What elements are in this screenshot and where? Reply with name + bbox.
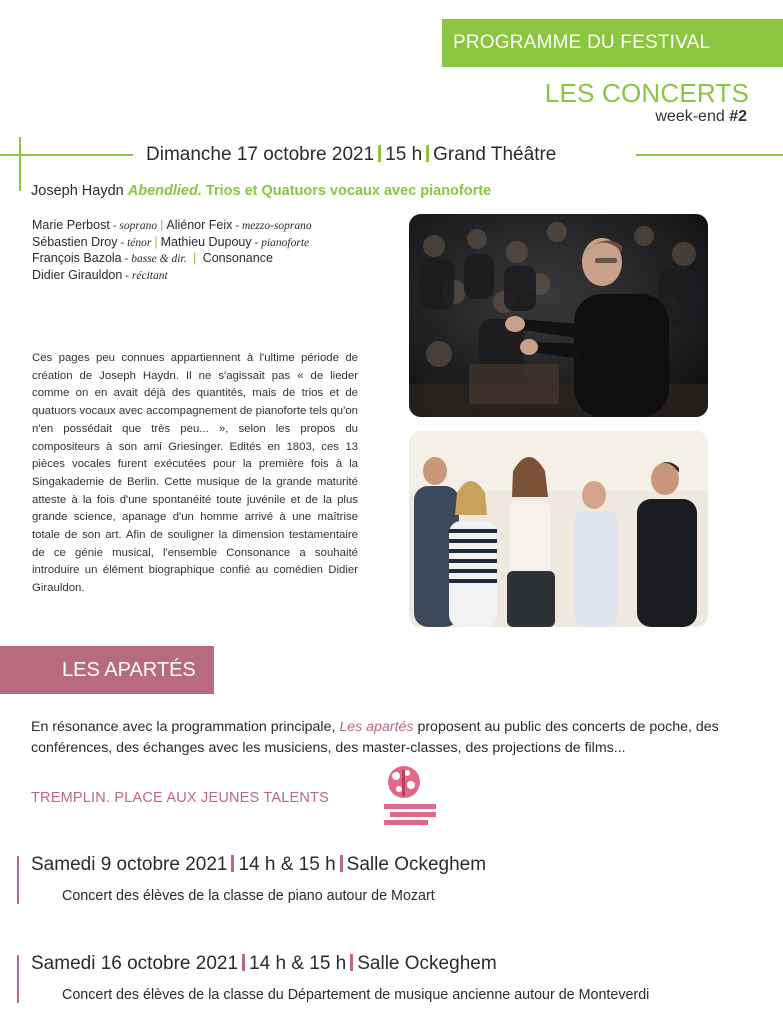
cast-line (32, 218, 312, 235)
event-accent-bar (17, 856, 19, 904)
separator (340, 855, 343, 872)
composer: Joseph Haydn (31, 183, 128, 199)
cast-role: récitant (131, 269, 168, 282)
cast-line (32, 235, 312, 252)
cast-list (32, 218, 312, 284)
cast-name: Consonance (202, 251, 273, 265)
event-date: Samedi 16 octobre 2021 (31, 953, 239, 974)
event-venue: Salle Ockeghem (357, 953, 497, 974)
green-vertical-rule (19, 137, 21, 191)
cast-role: mezzo-soprano (241, 220, 312, 232)
green-horizontal-rule-right (636, 154, 783, 156)
cast-role: soprano (119, 220, 158, 232)
intro-text: proposent au public des concerts de poche, des conférences, des échanges avec les musiciens, des master-classes, des projections de films... (31, 719, 719, 756)
cast-role: pianoforte (261, 236, 310, 249)
cast-name: Didier Girauldon (32, 267, 123, 282)
green-horizontal-rule-left (0, 154, 133, 156)
event-date-line (31, 953, 497, 975)
event-date-line (31, 854, 486, 876)
weekend-label: week-end #2 (655, 108, 747, 125)
separator (378, 145, 381, 162)
event-time: 14 h & 15 h (238, 854, 336, 875)
cast-name: Marie Perbost (32, 218, 110, 232)
event-description: Concert des élèves de la classe du Département de musique ancienne autour de Monteverdi (62, 987, 650, 1003)
tremplin-heading: TREMPLIN. PLACE AUX JEUNES TALENTS (31, 790, 329, 806)
cast-dash: - (251, 236, 262, 249)
separator (426, 145, 429, 162)
ensemble-photo (409, 431, 708, 627)
separator (350, 954, 353, 971)
cast-line (32, 268, 312, 285)
apartes-intro (31, 717, 761, 759)
concert-time: 15 h (385, 144, 423, 165)
work-subtitle: Trios et Quatuors vocaux avec pianoforte (201, 183, 492, 199)
section-title: LES CONCERTS (544, 78, 749, 108)
work-title: Abendlied. (127, 183, 202, 199)
event-accent-bar (17, 955, 19, 1003)
cast-name: François Bazola (32, 251, 122, 265)
cast-name: Mathieu Dupouy (160, 234, 252, 249)
intro-emphasis: Les apartés (339, 719, 414, 735)
concert-description: Ces pages peu connues appartiennent à l'ultime période de création de Joseph Haydn. Il ne s'agissait pas « de lieder comme on en avait déjà des quantités, mais de trios et de quatuors vocaux avec accompagnement de pianoforte tels qu'on n'en possédait que très peu... », selon les propos du compositeurs à son ami Griesinger. Edités en 1803, ces 13 pièces vocales furent exécutées pour la première fois à la Singakademie de Berlin. Cette musique de la grande maturité atteste à la fois d'une spontanéité toute juvénile et de la plus grande science, apanage d'un homme arrivé à une maîtrise totale de son art. Afin de souligner la dimension testamentaire de ce génie musical, l'ensemble Consonance a souhaité introduire un élément biographique confié au comédien Didier Girauldon. (32, 352, 358, 595)
cast-name: Aliénor Feix (166, 218, 233, 232)
cast-dash: - (109, 220, 120, 232)
cast-dash: - (121, 253, 132, 265)
concert-date: Dimanche 17 octobre 2021 (146, 144, 375, 165)
concert-venue: Grand Théâtre (433, 144, 557, 165)
cast-line (32, 251, 312, 268)
event-venue: Salle Ockeghem (346, 854, 487, 875)
concert-work (31, 183, 491, 199)
cast-role: basse & dir. (131, 253, 187, 265)
cast-dash: - (117, 236, 128, 249)
separator: | (189, 251, 200, 265)
event-time: 14 h & 15 h (249, 953, 347, 974)
festival-program-banner: PROGRAMME DU FESTIVAL (442, 19, 783, 67)
concert-date-line (146, 144, 556, 166)
separator (242, 954, 245, 971)
separator (231, 855, 234, 872)
cast-dash: - (122, 269, 132, 282)
conservatoire-logo (380, 764, 456, 836)
cast-dash: - (232, 220, 242, 232)
separator: | (160, 218, 164, 232)
apartes-banner: LES APARTÉS (0, 646, 214, 694)
cast-name: Sébastien Droy (32, 234, 118, 249)
event-date: Samedi 9 octobre 2021 (31, 854, 228, 875)
event-description: Concert des élèves de la classe de piano autour de Mozart (62, 888, 435, 904)
intro-text: En résonance avec la programmation principale, (31, 719, 340, 735)
separator: | (154, 234, 158, 249)
conductor-photo (409, 214, 708, 417)
cast-role: ténor (127, 236, 152, 249)
